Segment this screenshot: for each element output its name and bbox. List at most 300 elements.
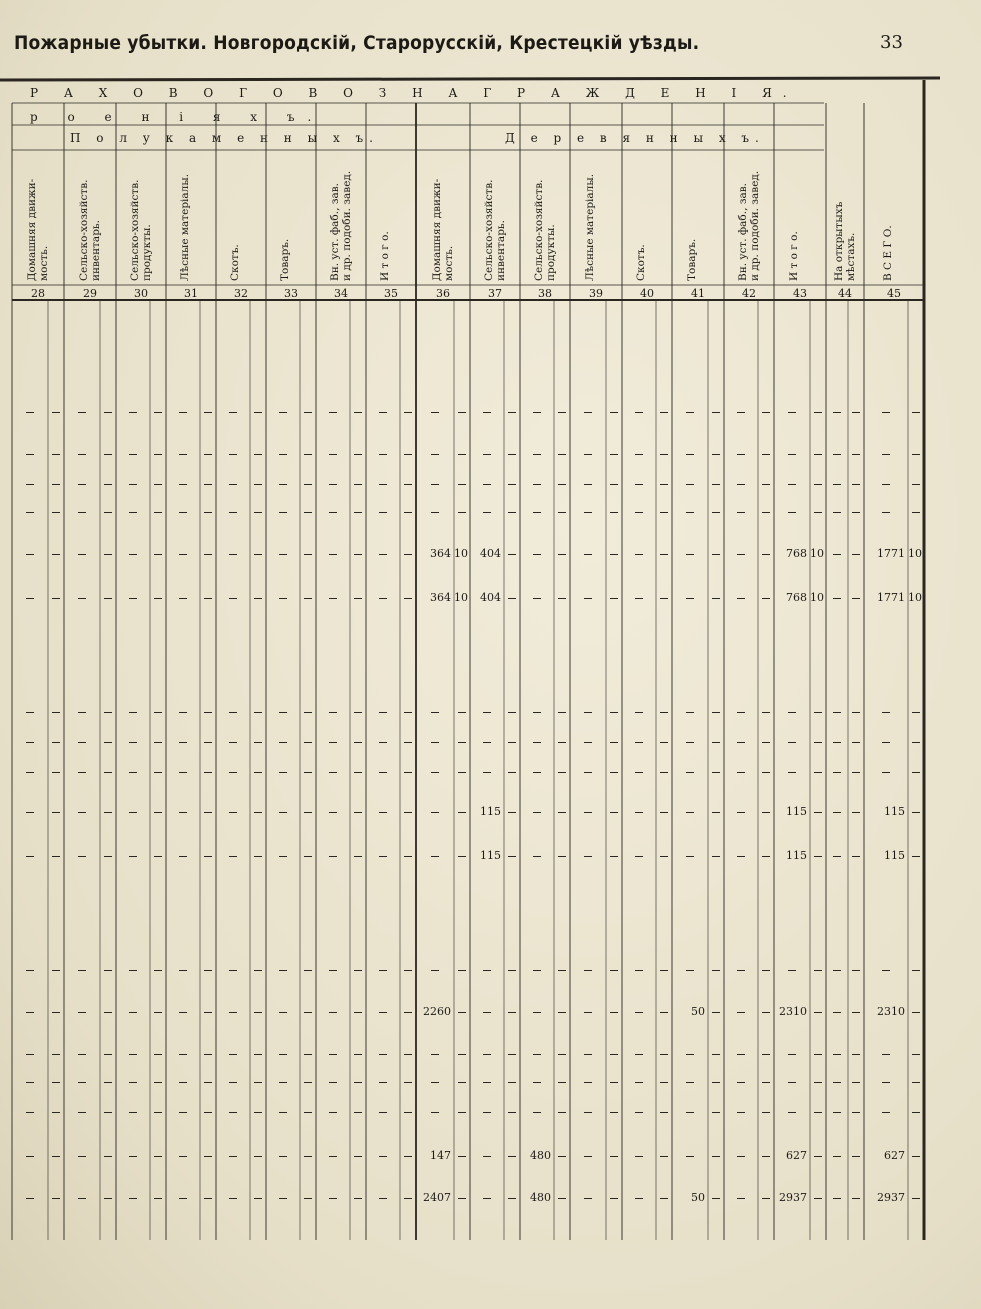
empty-dash	[610, 598, 618, 599]
group-header-polukamennykh: П о л у к а м е н н ы х ъ.	[70, 131, 379, 145]
empty-dash	[26, 772, 34, 773]
empty-dash	[458, 484, 466, 485]
empty-dash	[52, 1082, 60, 1083]
empty-dash	[635, 1054, 643, 1055]
empty-dash	[279, 454, 287, 455]
empty-dash	[404, 1082, 412, 1083]
empty-dash	[279, 712, 287, 713]
empty-dash	[762, 412, 770, 413]
empty-dash	[635, 1082, 643, 1083]
empty-dash	[852, 1112, 860, 1113]
empty-dash	[354, 742, 362, 743]
page-title: Пожарные убытки. Новгородскій, Старорусскій, Крестецкій уѣзды.	[14, 32, 700, 54]
empty-dash	[26, 856, 34, 857]
empty-dash	[737, 412, 745, 413]
empty-dash	[508, 412, 516, 413]
empty-dash	[154, 554, 162, 555]
empty-dash	[508, 856, 516, 857]
empty-dash	[52, 712, 60, 713]
empty-dash	[179, 454, 187, 455]
empty-dash	[204, 412, 212, 413]
empty-dash	[483, 412, 491, 413]
empty-dash	[912, 812, 920, 813]
empty-dash	[104, 454, 112, 455]
empty-dash	[833, 1054, 841, 1055]
empty-dash	[882, 454, 890, 455]
empty-dash	[431, 970, 439, 971]
empty-dash	[379, 772, 387, 773]
empty-dash	[558, 712, 566, 713]
empty-dash	[458, 1012, 466, 1013]
column-label-40: Скотъ.	[635, 244, 647, 281]
empty-dash	[104, 554, 112, 555]
empty-dash	[558, 970, 566, 971]
empty-dash	[52, 554, 60, 555]
empty-dash	[762, 742, 770, 743]
empty-dash	[404, 554, 412, 555]
empty-dash	[354, 1156, 362, 1157]
column-number-41: 41	[691, 287, 705, 300]
empty-dash	[329, 412, 337, 413]
empty-dash	[660, 712, 668, 713]
empty-dash	[737, 1012, 745, 1013]
empty-dash	[204, 1082, 212, 1083]
empty-dash	[737, 554, 745, 555]
empty-dash	[737, 512, 745, 513]
empty-dash	[833, 812, 841, 813]
empty-dash	[508, 1112, 516, 1113]
empty-dash	[635, 1156, 643, 1157]
empty-dash	[154, 454, 162, 455]
empty-dash	[912, 412, 920, 413]
table-cell-rubles: 2260	[423, 1005, 451, 1018]
empty-dash	[852, 554, 860, 555]
empty-dash	[279, 856, 287, 857]
empty-dash	[279, 970, 287, 971]
empty-dash	[882, 412, 890, 413]
table-cell-rubles: 50	[691, 1005, 705, 1018]
empty-dash	[404, 484, 412, 485]
empty-dash	[558, 772, 566, 773]
empty-dash	[458, 1198, 466, 1199]
empty-dash	[686, 856, 694, 857]
empty-dash	[483, 512, 491, 513]
empty-dash	[304, 1112, 312, 1113]
empty-dash	[154, 512, 162, 513]
empty-dash	[814, 454, 822, 455]
empty-dash	[229, 1156, 237, 1157]
empty-dash	[279, 554, 287, 555]
empty-dash	[912, 1082, 920, 1083]
empty-dash	[229, 812, 237, 813]
empty-dash	[329, 598, 337, 599]
empty-dash	[229, 598, 237, 599]
empty-dash	[788, 970, 796, 971]
empty-dash	[635, 856, 643, 857]
empty-dash	[204, 772, 212, 773]
empty-dash	[762, 598, 770, 599]
empty-dash	[431, 1112, 439, 1113]
empty-dash	[354, 1082, 362, 1083]
empty-dash	[610, 712, 618, 713]
empty-dash	[852, 742, 860, 743]
empty-dash	[712, 772, 720, 773]
empty-dash	[431, 772, 439, 773]
empty-dash	[882, 512, 890, 513]
empty-dash	[483, 1082, 491, 1083]
empty-dash	[52, 512, 60, 513]
empty-dash	[533, 812, 541, 813]
empty-dash	[558, 598, 566, 599]
table-cell-rubles: 364	[430, 547, 451, 560]
empty-dash	[52, 812, 60, 813]
empty-dash	[354, 598, 362, 599]
empty-dash	[737, 1112, 745, 1113]
empty-dash	[254, 554, 262, 555]
empty-dash	[26, 1112, 34, 1113]
empty-dash	[431, 856, 439, 857]
empty-dash	[712, 412, 720, 413]
empty-dash	[431, 1082, 439, 1083]
empty-dash	[584, 772, 592, 773]
empty-dash	[379, 970, 387, 971]
empty-dash	[762, 856, 770, 857]
table-cell-rubles: 2407	[423, 1191, 451, 1204]
empty-dash	[154, 1156, 162, 1157]
empty-dash	[737, 454, 745, 455]
empty-dash	[129, 454, 137, 455]
empty-dash	[558, 454, 566, 455]
empty-dash	[635, 970, 643, 971]
empty-dash	[458, 412, 466, 413]
empty-dash	[558, 1112, 566, 1113]
empty-dash	[533, 772, 541, 773]
empty-dash	[154, 712, 162, 713]
empty-dash	[558, 1082, 566, 1083]
empty-dash	[483, 454, 491, 455]
empty-dash	[686, 1112, 694, 1113]
empty-dash	[610, 1054, 618, 1055]
empty-dash	[229, 454, 237, 455]
empty-dash	[104, 598, 112, 599]
empty-dash	[814, 712, 822, 713]
table-cell-rubles: 768	[786, 547, 807, 560]
empty-dash	[458, 1054, 466, 1055]
empty-dash	[404, 512, 412, 513]
empty-dash	[78, 598, 86, 599]
empty-dash	[26, 1198, 34, 1199]
empty-dash	[379, 1112, 387, 1113]
empty-dash	[882, 1082, 890, 1083]
empty-dash	[78, 412, 86, 413]
empty-dash	[558, 742, 566, 743]
empty-dash	[483, 742, 491, 743]
empty-dash	[912, 1012, 920, 1013]
empty-dash	[762, 1112, 770, 1113]
empty-dash	[329, 1054, 337, 1055]
empty-dash	[154, 742, 162, 743]
empty-dash	[279, 412, 287, 413]
empty-dash	[558, 1156, 566, 1157]
empty-dash	[204, 554, 212, 555]
empty-dash	[254, 1112, 262, 1113]
empty-dash	[254, 1198, 262, 1199]
empty-dash	[179, 772, 187, 773]
empty-dash	[154, 856, 162, 857]
empty-dash	[254, 1054, 262, 1055]
empty-dash	[129, 772, 137, 773]
empty-dash	[254, 856, 262, 857]
column-number-37: 37	[488, 287, 502, 300]
empty-dash	[508, 1012, 516, 1013]
empty-dash	[354, 772, 362, 773]
empty-dash	[179, 1198, 187, 1199]
empty-dash	[52, 742, 60, 743]
empty-dash	[762, 1082, 770, 1083]
empty-dash	[762, 512, 770, 513]
empty-dash	[431, 742, 439, 743]
empty-dash	[204, 1198, 212, 1199]
empty-dash	[762, 970, 770, 971]
empty-dash	[26, 1054, 34, 1055]
empty-dash	[154, 1198, 162, 1199]
column-number-33: 33	[284, 287, 298, 300]
empty-dash	[129, 970, 137, 971]
empty-dash	[912, 742, 920, 743]
empty-dash	[660, 1012, 668, 1013]
empty-dash	[279, 1112, 287, 1113]
empty-dash	[912, 512, 920, 513]
empty-dash	[660, 554, 668, 555]
empty-dash	[52, 412, 60, 413]
empty-dash	[833, 554, 841, 555]
table-cell-rubles: 1771	[877, 591, 905, 604]
empty-dash	[483, 970, 491, 971]
column-label-29: Сельско-хозяйств. инвентарь.	[78, 179, 102, 281]
empty-dash	[533, 554, 541, 555]
empty-dash	[431, 454, 439, 455]
empty-dash	[204, 970, 212, 971]
empty-dash	[404, 412, 412, 413]
empty-dash	[852, 812, 860, 813]
empty-dash	[458, 454, 466, 455]
empty-dash	[610, 812, 618, 813]
table-cell-rubles: 115	[480, 849, 501, 862]
empty-dash	[129, 598, 137, 599]
empty-dash	[788, 1054, 796, 1055]
empty-dash	[78, 512, 86, 513]
empty-dash	[833, 598, 841, 599]
empty-dash	[204, 812, 212, 813]
empty-dash	[737, 484, 745, 485]
empty-dash	[279, 484, 287, 485]
empty-dash	[788, 772, 796, 773]
empty-dash	[788, 1082, 796, 1083]
empty-dash	[686, 412, 694, 413]
empty-dash	[458, 1112, 466, 1113]
empty-dash	[204, 484, 212, 485]
empty-dash	[354, 412, 362, 413]
empty-dash	[179, 1012, 187, 1013]
empty-dash	[737, 1198, 745, 1199]
empty-dash	[431, 1054, 439, 1055]
empty-dash	[254, 512, 262, 513]
empty-dash	[610, 1112, 618, 1113]
empty-dash	[660, 484, 668, 485]
empty-dash	[26, 598, 34, 599]
empty-dash	[584, 554, 592, 555]
empty-dash	[584, 812, 592, 813]
empty-dash	[329, 1112, 337, 1113]
empty-dash	[304, 412, 312, 413]
empty-dash	[404, 1198, 412, 1199]
empty-dash	[129, 712, 137, 713]
empty-dash	[814, 1012, 822, 1013]
empty-dash	[660, 1082, 668, 1083]
empty-dash	[584, 454, 592, 455]
empty-dash	[354, 1012, 362, 1013]
empty-dash	[204, 1156, 212, 1157]
empty-dash	[154, 1054, 162, 1055]
empty-dash	[533, 712, 541, 713]
empty-dash	[304, 1012, 312, 1013]
empty-dash	[129, 554, 137, 555]
empty-dash	[279, 512, 287, 513]
empty-dash	[712, 1198, 720, 1199]
empty-dash	[533, 412, 541, 413]
empty-dash	[558, 812, 566, 813]
empty-dash	[833, 970, 841, 971]
empty-dash	[26, 512, 34, 513]
empty-dash	[104, 1054, 112, 1055]
empty-dash	[204, 1112, 212, 1113]
empty-dash	[52, 484, 60, 485]
column-label-43: И т о г о.	[788, 231, 800, 281]
empty-dash	[304, 812, 312, 813]
empty-dash	[610, 454, 618, 455]
empty-dash	[129, 1054, 137, 1055]
empty-dash	[329, 1156, 337, 1157]
empty-dash	[584, 484, 592, 485]
empty-dash	[279, 1082, 287, 1083]
empty-dash	[304, 1156, 312, 1157]
empty-dash	[508, 1054, 516, 1055]
empty-dash	[254, 598, 262, 599]
empty-dash	[154, 772, 162, 773]
empty-dash	[762, 484, 770, 485]
empty-dash	[179, 1112, 187, 1113]
empty-dash	[814, 1112, 822, 1113]
empty-dash	[712, 484, 720, 485]
empty-dash	[78, 1012, 86, 1013]
empty-dash	[852, 512, 860, 513]
empty-dash	[533, 1082, 541, 1083]
empty-dash	[814, 1054, 822, 1055]
empty-dash	[52, 1112, 60, 1113]
empty-dash	[179, 598, 187, 599]
empty-dash	[329, 554, 337, 555]
empty-dash	[762, 554, 770, 555]
empty-dash	[179, 970, 187, 971]
empty-dash	[558, 856, 566, 857]
empty-dash	[584, 1198, 592, 1199]
empty-dash	[404, 742, 412, 743]
empty-dash	[26, 412, 34, 413]
empty-dash	[558, 554, 566, 555]
empty-dash	[26, 742, 34, 743]
empty-dash	[533, 742, 541, 743]
empty-dash	[26, 1082, 34, 1083]
column-number-28: 28	[31, 287, 45, 300]
empty-dash	[912, 454, 920, 455]
empty-dash	[635, 598, 643, 599]
empty-dash	[129, 1012, 137, 1013]
column-label-28: Домашняя движи- мость.	[26, 178, 50, 281]
empty-dash	[78, 484, 86, 485]
empty-dash	[814, 970, 822, 971]
empty-dash	[354, 554, 362, 555]
column-label-42: Вн. уст. фаб., зав. и др. подоби. завед.	[737, 170, 761, 281]
empty-dash	[204, 712, 212, 713]
empty-dash	[558, 484, 566, 485]
column-label-34: Вн. уст. фаб., зав. и др. подоби. завед.	[329, 170, 353, 281]
table-cell-rubles: 364	[430, 591, 451, 604]
empty-dash	[431, 512, 439, 513]
empty-dash	[912, 772, 920, 773]
empty-dash	[354, 856, 362, 857]
empty-dash	[229, 554, 237, 555]
empty-dash	[304, 772, 312, 773]
empty-dash	[26, 554, 34, 555]
empty-dash	[833, 1082, 841, 1083]
empty-dash	[254, 1156, 262, 1157]
empty-dash	[379, 554, 387, 555]
empty-dash	[660, 1198, 668, 1199]
empty-dash	[179, 1156, 187, 1157]
empty-dash	[179, 856, 187, 857]
empty-dash	[712, 712, 720, 713]
empty-dash	[254, 484, 262, 485]
empty-dash	[379, 1198, 387, 1199]
empty-dash	[52, 598, 60, 599]
empty-dash	[304, 856, 312, 857]
empty-dash	[354, 970, 362, 971]
column-number-35: 35	[384, 287, 398, 300]
empty-dash	[852, 1082, 860, 1083]
empty-dash	[431, 712, 439, 713]
empty-dash	[610, 412, 618, 413]
empty-dash	[379, 742, 387, 743]
empty-dash	[204, 1054, 212, 1055]
empty-dash	[78, 812, 86, 813]
empty-dash	[762, 1198, 770, 1199]
empty-dash	[329, 856, 337, 857]
column-label-36: Домашняя движи- мость.	[431, 178, 455, 281]
empty-dash	[78, 772, 86, 773]
table-cell-rubles: 627	[884, 1149, 905, 1162]
empty-dash	[712, 1012, 720, 1013]
empty-dash	[558, 1198, 566, 1199]
empty-dash	[610, 1012, 618, 1013]
table-cell-rubles: 768	[786, 591, 807, 604]
empty-dash	[508, 970, 516, 971]
empty-dash	[104, 1082, 112, 1083]
empty-dash	[129, 412, 137, 413]
empty-dash	[814, 512, 822, 513]
group-header-derevyannykh: Д е р е в я н н ы х ъ.	[505, 131, 765, 145]
empty-dash	[762, 712, 770, 713]
empty-dash	[404, 1012, 412, 1013]
